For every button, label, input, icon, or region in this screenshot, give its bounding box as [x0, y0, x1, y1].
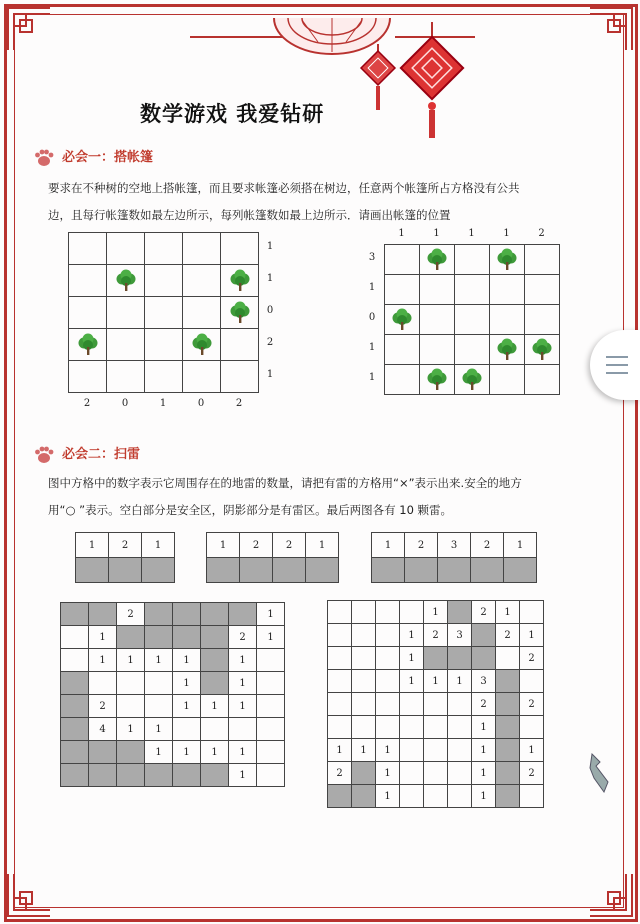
- strip-mine-cell[interactable]: [109, 558, 142, 583]
- mine-zone-cell[interactable]: [117, 626, 145, 649]
- corner-ornament-icon: [6, 872, 52, 918]
- tree-icon: [495, 338, 519, 362]
- strip-mine-cell[interactable]: [438, 558, 471, 583]
- tree-icon: [425, 248, 449, 272]
- number-cell[interactable]: 1: [201, 695, 229, 718]
- number-cell[interactable]: 2: [117, 603, 145, 626]
- tent-cell[interactable]: [69, 297, 107, 329]
- safe-cell[interactable]: [352, 693, 376, 716]
- tent-grid: [68, 232, 259, 393]
- mine-zone-cell[interactable]: [89, 764, 117, 787]
- safe-cell[interactable]: [352, 624, 376, 647]
- column-clue: 2: [83, 398, 91, 409]
- safe-cell[interactable]: [145, 695, 173, 718]
- safe-cell[interactable]: [424, 739, 448, 762]
- number-cell[interactable]: 1: [173, 649, 201, 672]
- mine-zone-cell[interactable]: [352, 785, 376, 808]
- section2-heading-text: 必会二：扫雷: [62, 447, 141, 462]
- strip-number-cell: 2: [273, 533, 306, 558]
- strip-number-cell: 1: [142, 533, 175, 558]
- mine-zone-cell[interactable]: [201, 603, 229, 626]
- mine-zone-cell[interactable]: [89, 741, 117, 764]
- mine-zone-cell[interactable]: [61, 741, 89, 764]
- mine-zone-cell[interactable]: [173, 626, 201, 649]
- safe-cell[interactable]: [328, 601, 352, 624]
- number-cell[interactable]: 1: [400, 670, 424, 693]
- number-cell[interactable]: 1: [448, 670, 472, 693]
- safe-cell[interactable]: [61, 649, 89, 672]
- tent-cell[interactable]: [525, 365, 560, 395]
- section2-line2: 用“○ ”表示。空白部分是安全区，阴影部分是有雷区。最后两图各有 10 颗雷。: [48, 503, 453, 517]
- safe-cell[interactable]: [229, 718, 257, 741]
- tree-icon: [228, 269, 252, 293]
- safe-cell[interactable]: [448, 785, 472, 808]
- number-cell[interactable]: 1: [89, 649, 117, 672]
- mine-zone-cell[interactable]: [173, 764, 201, 787]
- tree-icon: [390, 308, 414, 332]
- number-cell[interactable]: 1: [400, 647, 424, 670]
- column-clue: 0: [121, 398, 129, 409]
- tree-icon: [425, 368, 449, 392]
- number-cell[interactable]: 1: [472, 716, 496, 739]
- corner-ornament-icon: [6, 6, 52, 52]
- tent-grid: [384, 244, 560, 395]
- number-cell[interactable]: 2: [328, 762, 352, 785]
- mine-zone-cell[interactable]: [173, 603, 201, 626]
- strip-mine-cell[interactable]: [405, 558, 438, 583]
- mine-zone-cell[interactable]: [424, 647, 448, 670]
- mine-zone-cell[interactable]: [89, 603, 117, 626]
- tent-cell[interactable]: [490, 365, 525, 395]
- tree-icon: [76, 333, 100, 357]
- number-cell[interactable]: 1: [229, 741, 257, 764]
- safe-cell[interactable]: [424, 716, 448, 739]
- column-clue: 1: [468, 228, 475, 239]
- mine-zone-cell[interactable]: [145, 626, 173, 649]
- tent-cell[interactable]: [420, 305, 455, 335]
- column-clue: 1: [398, 228, 405, 239]
- number-cell[interactable]: 1: [201, 741, 229, 764]
- number-cell[interactable]: 1: [145, 718, 173, 741]
- row-clue: 1: [368, 372, 376, 383]
- tree-icon: [114, 269, 138, 293]
- number-cell[interactable]: 1: [117, 649, 145, 672]
- tent-cell[interactable]: [490, 305, 525, 335]
- strip-number-cell: 1: [504, 533, 537, 558]
- number-cell[interactable]: 1: [424, 601, 448, 624]
- number-cell[interactable]: 1: [173, 695, 201, 718]
- row-clue: 0: [368, 312, 376, 323]
- mine-zone-cell[interactable]: [496, 739, 520, 762]
- number-cell[interactable]: 2: [229, 626, 257, 649]
- chinese-knot-small-icon: [358, 44, 398, 114]
- number-cell[interactable]: 1: [376, 762, 400, 785]
- mine-zone-cell[interactable]: [201, 626, 229, 649]
- mine-zone-cell[interactable]: [448, 647, 472, 670]
- mine-zone-cell[interactable]: [201, 764, 229, 787]
- strip-mine-cell[interactable]: [207, 558, 240, 583]
- tent-cell[interactable]: [183, 361, 221, 393]
- tent-cell[interactable]: [490, 275, 525, 305]
- safe-cell[interactable]: [328, 624, 352, 647]
- number-cell[interactable]: 1: [400, 624, 424, 647]
- safe-cell[interactable]: [448, 716, 472, 739]
- number-cell[interactable]: 1: [117, 718, 145, 741]
- tent-cell[interactable]: [145, 265, 183, 297]
- menu-line-icon: [606, 372, 628, 374]
- number-cell[interactable]: 1: [229, 764, 257, 787]
- strip-number-cell: 2: [109, 533, 142, 558]
- row-clue: 1: [368, 342, 376, 353]
- section2-line1: 图中方格中的数字表示它周围存在的地雷的数量，请把有雷的方格用“×”表示出来.安全的地方: [48, 476, 522, 490]
- column-clue: 1: [159, 398, 167, 409]
- row-clue: 1: [266, 369, 274, 380]
- tree-cell[interactable]: [221, 297, 259, 329]
- strip-number-cell: 2: [405, 533, 438, 558]
- number-cell[interactable]: 1: [257, 603, 285, 626]
- number-cell[interactable]: 2: [520, 647, 544, 670]
- row-clue: 2: [266, 337, 274, 348]
- mine-zone-cell[interactable]: [472, 647, 496, 670]
- number-cell[interactable]: 1: [520, 739, 544, 762]
- strip-mine-cell[interactable]: [76, 558, 109, 583]
- tent-cell[interactable]: [183, 233, 221, 265]
- number-cell[interactable]: 1: [173, 672, 201, 695]
- number-cell[interactable]: 2: [472, 601, 496, 624]
- paw-icon: [34, 446, 54, 464]
- cursor-figure-icon: [586, 752, 616, 796]
- tree-cell[interactable]: [525, 335, 560, 365]
- tent-cell[interactable]: [145, 329, 183, 361]
- number-cell[interactable]: 1: [472, 762, 496, 785]
- row-clue: 0: [266, 305, 274, 316]
- tent-cell[interactable]: [107, 361, 145, 393]
- safe-cell[interactable]: [448, 762, 472, 785]
- row-clue: 1: [266, 273, 274, 284]
- safe-cell[interactable]: [173, 718, 201, 741]
- safe-cell[interactable]: [328, 716, 352, 739]
- safe-cell[interactable]: [448, 693, 472, 716]
- column-clue: 2: [538, 228, 545, 239]
- tree-cell[interactable]: [221, 265, 259, 297]
- page-title: 数学游戏 我爱钻研: [140, 102, 325, 126]
- mine-zone-cell[interactable]: [496, 762, 520, 785]
- tree-icon: [495, 248, 519, 272]
- number-cell[interactable]: 1: [257, 626, 285, 649]
- number-cell[interactable]: 4: [89, 718, 117, 741]
- safe-cell[interactable]: [257, 695, 285, 718]
- mine-zone-cell[interactable]: [61, 603, 89, 626]
- tent-cell[interactable]: [145, 233, 183, 265]
- number-cell[interactable]: 1: [145, 741, 173, 764]
- strip-mine-cell[interactable]: [372, 558, 405, 583]
- tree-cell[interactable]: [455, 365, 490, 395]
- safe-cell[interactable]: [400, 762, 424, 785]
- safe-cell[interactable]: [376, 693, 400, 716]
- number-cell[interactable]: 1: [229, 672, 257, 695]
- row-clue: 3: [368, 252, 376, 263]
- mine-zone-cell[interactable]: [352, 762, 376, 785]
- mine-zone-cell[interactable]: [472, 624, 496, 647]
- tree-cell[interactable]: [69, 329, 107, 361]
- number-cell[interactable]: 2: [89, 695, 117, 718]
- strip-mine-cell[interactable]: [504, 558, 537, 583]
- column-clue: 1: [433, 228, 440, 239]
- corner-ornament-icon: [588, 872, 634, 918]
- tent-cell[interactable]: [69, 361, 107, 393]
- column-clue: 0: [197, 398, 205, 409]
- safe-cell[interactable]: [257, 672, 285, 695]
- column-clue: 2: [235, 398, 243, 409]
- tent-cell[interactable]: [455, 305, 490, 335]
- strip-mine-cell[interactable]: [306, 558, 339, 583]
- strip-number-cell: 2: [471, 533, 504, 558]
- section1-line2: 边，且每行帐篷数如最左边所示，每列帐篷数如最上边所示．请画出帐篷的位置: [48, 208, 451, 222]
- tent-cell[interactable]: [455, 335, 490, 365]
- tree-cell[interactable]: [183, 329, 221, 361]
- strip-number-cell: 3: [438, 533, 471, 558]
- number-cell[interactable]: 1: [424, 670, 448, 693]
- number-cell[interactable]: 2: [520, 693, 544, 716]
- safe-cell[interactable]: [400, 693, 424, 716]
- section1-line1: 要求在不种树的空地上搭帐篷，而且要求帐篷必须搭在树边，任意两个帐篷所占方格没有公共: [48, 181, 520, 195]
- number-cell[interactable]: 1: [173, 741, 201, 764]
- number-cell[interactable]: 1: [229, 695, 257, 718]
- safe-cell[interactable]: [89, 672, 117, 695]
- strip-number-cell: 2: [240, 533, 273, 558]
- tent-cell[interactable]: [420, 335, 455, 365]
- tree-cell[interactable]: [420, 245, 455, 275]
- tree-icon: [190, 333, 214, 357]
- tent-cell[interactable]: [525, 275, 560, 305]
- tent-cell[interactable]: [221, 233, 259, 265]
- number-cell[interactable]: 1: [472, 739, 496, 762]
- tree-cell[interactable]: [490, 245, 525, 275]
- number-cell[interactable]: 1: [496, 601, 520, 624]
- tent-cell[interactable]: [385, 275, 420, 305]
- tent-cell[interactable]: [420, 275, 455, 305]
- safe-cell[interactable]: [496, 647, 520, 670]
- number-cell[interactable]: 1: [472, 785, 496, 808]
- number-cell[interactable]: 1: [89, 626, 117, 649]
- tent-cell[interactable]: [145, 361, 183, 393]
- mine-zone-cell[interactable]: [201, 649, 229, 672]
- strip-number-cell: 1: [76, 533, 109, 558]
- section2-text: [48, 470, 608, 524]
- number-cell[interactable]: 1: [520, 624, 544, 647]
- number-cell[interactable]: 2: [424, 624, 448, 647]
- safe-cell[interactable]: [424, 762, 448, 785]
- tree-icon: [460, 368, 484, 392]
- safe-cell[interactable]: [448, 739, 472, 762]
- mine-zone-cell[interactable]: [448, 601, 472, 624]
- mine-grid: [327, 600, 544, 808]
- safe-cell[interactable]: [520, 601, 544, 624]
- safe-cell[interactable]: [352, 647, 376, 670]
- mine-zone-cell[interactable]: [496, 693, 520, 716]
- mine-zone-cell[interactable]: [496, 716, 520, 739]
- strip-number-cell: 1: [306, 533, 339, 558]
- safe-cell[interactable]: [257, 649, 285, 672]
- tent-cell[interactable]: [107, 233, 145, 265]
- tent-cell[interactable]: [455, 275, 490, 305]
- tent-cell[interactable]: [525, 305, 560, 335]
- tree-icon: [228, 301, 252, 325]
- chinese-knot-large-icon: [398, 22, 466, 142]
- mine-zone-cell[interactable]: [145, 764, 173, 787]
- section1-heading: [34, 146, 153, 167]
- tree-cell[interactable]: [490, 335, 525, 365]
- mine-grid: [60, 602, 285, 787]
- number-cell[interactable]: 3: [472, 670, 496, 693]
- mine-zone-cell[interactable]: [145, 603, 173, 626]
- tent-cell[interactable]: [107, 297, 145, 329]
- mine-zone-cell[interactable]: [496, 670, 520, 693]
- tree-icon: [530, 338, 554, 362]
- menu-line-icon: [606, 356, 628, 358]
- section1-heading-text: 必会一：搭帐篷: [62, 150, 154, 165]
- tree-cell[interactable]: [420, 365, 455, 395]
- safe-cell[interactable]: [400, 716, 424, 739]
- safe-cell[interactable]: [376, 670, 400, 693]
- number-cell[interactable]: 1: [328, 739, 352, 762]
- safe-cell[interactable]: [520, 670, 544, 693]
- safe-cell[interactable]: [145, 672, 173, 695]
- number-strip: [206, 532, 339, 583]
- mine-zone-cell[interactable]: [229, 603, 257, 626]
- number-strip: [75, 532, 175, 583]
- safe-cell[interactable]: [520, 716, 544, 739]
- safe-cell[interactable]: [376, 647, 400, 670]
- safe-cell[interactable]: [117, 672, 145, 695]
- safe-cell[interactable]: [424, 693, 448, 716]
- safe-cell[interactable]: [328, 670, 352, 693]
- tent-cell[interactable]: [385, 245, 420, 275]
- tent-cell[interactable]: [69, 265, 107, 297]
- mine-zone-cell[interactable]: [201, 672, 229, 695]
- mine-zone-cell[interactable]: [61, 695, 89, 718]
- safe-cell[interactable]: [61, 626, 89, 649]
- menu-line-icon: [606, 364, 628, 366]
- tent-cell[interactable]: [525, 245, 560, 275]
- row-clue: 1: [368, 282, 376, 293]
- corner-ornament-icon: [588, 6, 634, 52]
- safe-cell[interactable]: [257, 718, 285, 741]
- number-cell[interactable]: 3: [448, 624, 472, 647]
- number-cell[interactable]: 2: [520, 762, 544, 785]
- number-cell[interactable]: 1: [229, 649, 257, 672]
- number-cell[interactable]: 1: [145, 649, 173, 672]
- mine-zone-cell[interactable]: [117, 741, 145, 764]
- safe-cell[interactable]: [400, 739, 424, 762]
- number-cell[interactable]: 2: [496, 624, 520, 647]
- safe-cell[interactable]: [257, 741, 285, 764]
- strip-number-cell: 1: [207, 533, 240, 558]
- tent-cell[interactable]: [221, 361, 259, 393]
- tree-cell[interactable]: [107, 265, 145, 297]
- safe-cell[interactable]: [201, 718, 229, 741]
- tent-cell[interactable]: [183, 265, 221, 297]
- mine-zone-cell[interactable]: [61, 764, 89, 787]
- tent-cell[interactable]: [183, 297, 221, 329]
- safe-cell[interactable]: [117, 695, 145, 718]
- safe-cell[interactable]: [352, 716, 376, 739]
- safe-cell[interactable]: [424, 785, 448, 808]
- strip-mine-cell[interactable]: [240, 558, 273, 583]
- mine-zone-cell[interactable]: [61, 672, 89, 695]
- safe-cell[interactable]: [376, 624, 400, 647]
- tent-cell[interactable]: [107, 329, 145, 361]
- safe-cell[interactable]: [376, 716, 400, 739]
- tent-cell[interactable]: [455, 245, 490, 275]
- safe-cell[interactable]: [376, 601, 400, 624]
- mine-zone-cell[interactable]: [496, 785, 520, 808]
- mine-zone-cell[interactable]: [328, 785, 352, 808]
- tent-cell[interactable]: [69, 233, 107, 265]
- tent-cell[interactable]: [385, 365, 420, 395]
- section2-heading: [34, 443, 140, 464]
- safe-cell[interactable]: [520, 785, 544, 808]
- safe-cell[interactable]: [328, 647, 352, 670]
- tent-cell[interactable]: [385, 335, 420, 365]
- safe-cell[interactable]: [400, 601, 424, 624]
- number-strip: [371, 532, 537, 583]
- safe-cell[interactable]: [400, 785, 424, 808]
- safe-cell[interactable]: [352, 670, 376, 693]
- strip-mine-cell[interactable]: [142, 558, 175, 583]
- strip-mine-cell[interactable]: [471, 558, 504, 583]
- strip-number-cell: 1: [372, 533, 405, 558]
- mine-zone-cell[interactable]: [61, 718, 89, 741]
- mine-zone-cell[interactable]: [117, 764, 145, 787]
- column-clue: 1: [503, 228, 510, 239]
- safe-cell[interactable]: [328, 693, 352, 716]
- number-cell[interactable]: 1: [376, 739, 400, 762]
- side-menu-handle[interactable]: [590, 330, 640, 400]
- number-cell[interactable]: 1: [352, 739, 376, 762]
- tent-cell[interactable]: [145, 297, 183, 329]
- tent-cell[interactable]: [221, 329, 259, 361]
- number-cell[interactable]: 2: [472, 693, 496, 716]
- number-cell[interactable]: 1: [376, 785, 400, 808]
- safe-cell[interactable]: [257, 764, 285, 787]
- paw-icon: [34, 149, 54, 167]
- row-clue: 1: [266, 241, 274, 252]
- section1-text: [48, 175, 608, 229]
- tree-cell[interactable]: [385, 305, 420, 335]
- strip-mine-cell[interactable]: [273, 558, 306, 583]
- safe-cell[interactable]: [352, 601, 376, 624]
